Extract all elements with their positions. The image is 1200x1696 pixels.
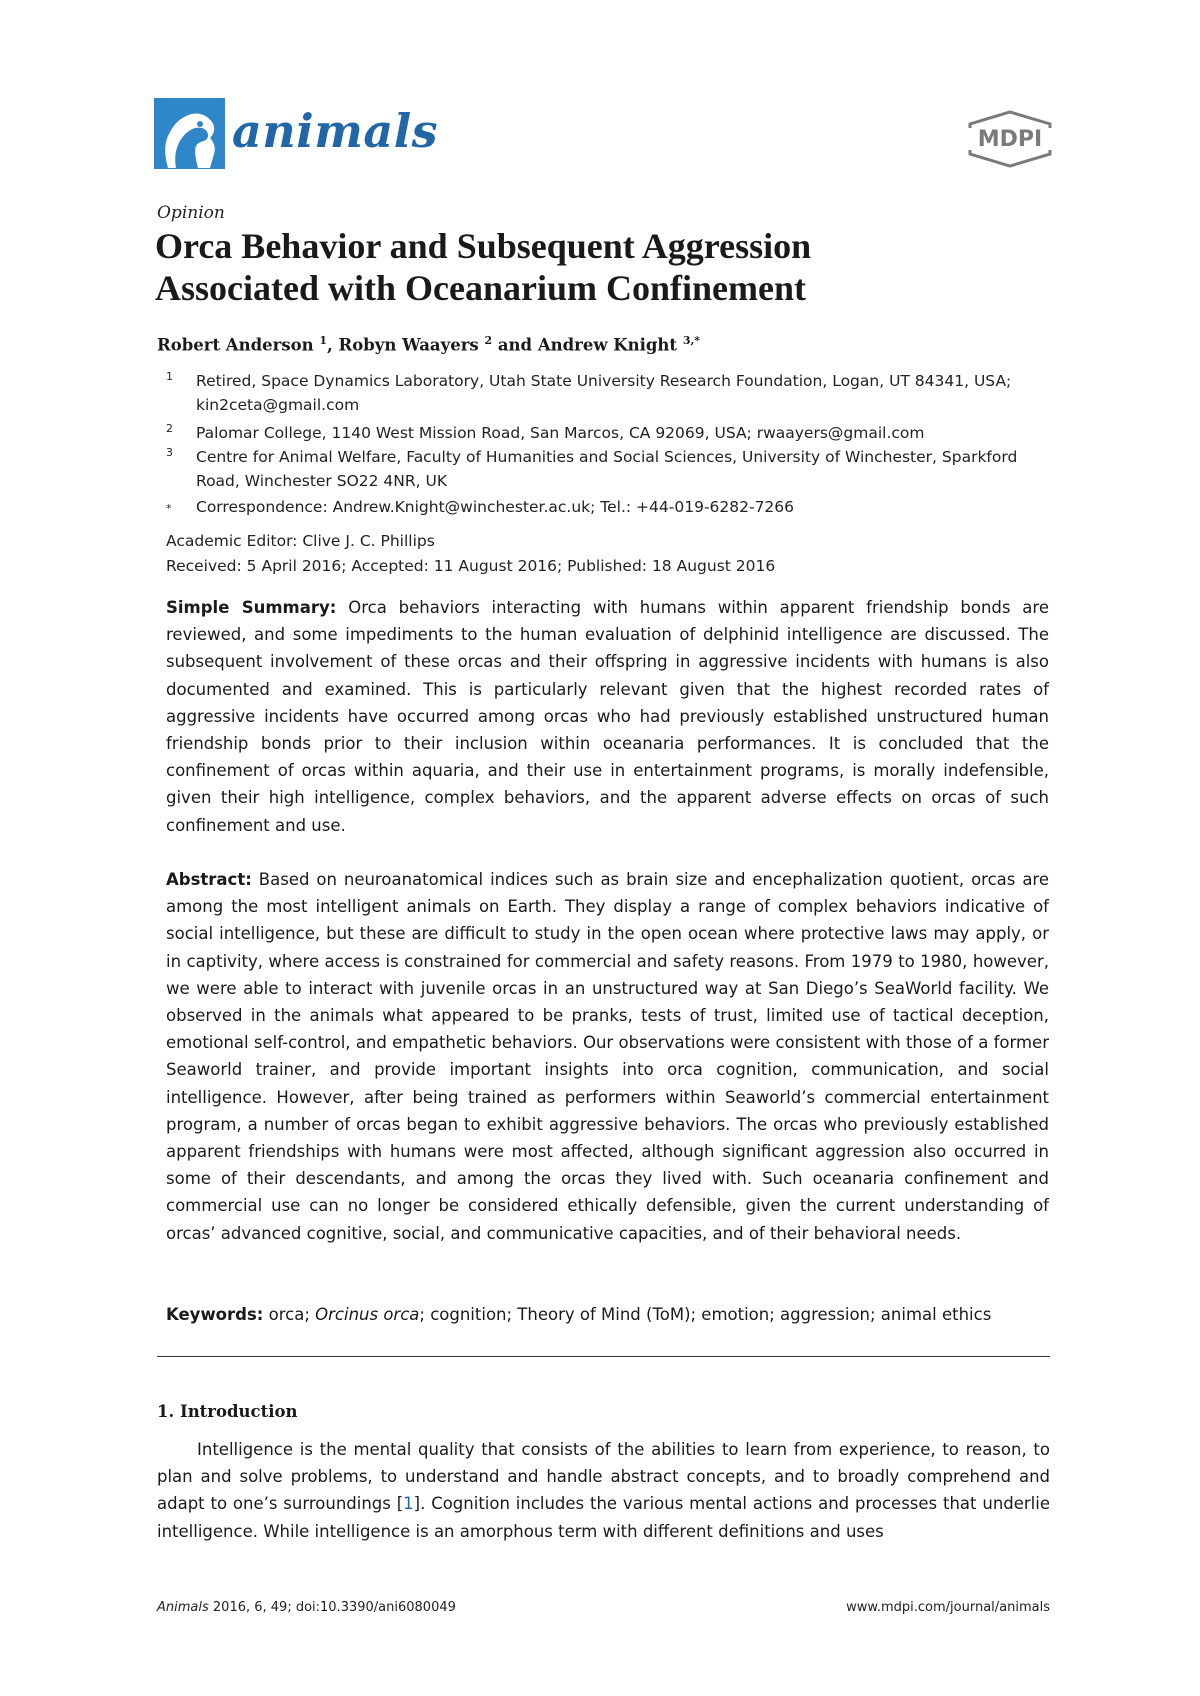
- simple-summary-label: Simple Summary:: [166, 598, 337, 617]
- affiliation-2: 2 Palomar College, 1140 West Mission Road, San Marcos, CA 92069, USA; rwaayers@gmail.com: [166, 422, 925, 442]
- author-affiliation-mark: 1: [319, 334, 328, 347]
- correspondence: * Correspondence: Andrew.Knight@winchester.ac.uk; Tel.: +44-019-6282-7266: [166, 498, 795, 516]
- publication-dates: Received: 5 April 2016; Accepted: 11 August 2016; Published: 18 August 2016: [166, 557, 776, 575]
- author-affiliation-mark: 3,*: [682, 334, 701, 347]
- article-type: Opinion: [157, 203, 225, 223]
- mdpi-logo-text: MDPI: [977, 127, 1043, 152]
- footer-citation: Animals 2016, 6, 49; doi:10.3390/ani6080049: [157, 1600, 456, 1615]
- affiliation-3: 3 Centre for Animal Welfare, Faculty of Humanities and Social Sciences, University of Winchester, Sparkford Road, Winchester SO22 4NR, UK: [166, 446, 1018, 490]
- simple-summary: Simple Summary: Orca behaviors interacting with humans within apparent friendship bonds are reviewed, and some impediments to the human evaluation of delphinid intelligence are discussed. The subsequent involvement of these orcas and their offspring in aggressive incidents with humans is also documented and examined. This is particularly relevant given that the highest recorded rates of aggressive incidents have occurred among orcas who had previously established unstructured human friendship bonds prior to their inclusion within oceanaria performances. It is concluded that the confinement of orcas within aquaria, and their use in entertainment programs, is morally indefensible, given their high intelligence, complex behaviors, and the apparent adverse effects on orcas of such confinement and use.: [166, 598, 1049, 835]
- abstract: Abstract: Based on neuroanatomical indices such as brain size and encephalization quotient, orcas are among the most intelligent animals on Earth. They display a range of complex behaviors indicative of social intelligence, but these are difficult to study in the open ocean where protective laws may apply, or in captivity, where access is constrained for commercial and safety reasons. From 1979 to 1980, however, we were able to interact with juvenile orcas in an unstructured way at San Diego’s SeaWorld facility. We observed in the animals what appeared to be pranks, tests of trust, limited use of tactical deception, emotional self-control, and empathetic behaviors. Our observations were consistent with those of a former Seaworld trainer, and provide important insights into orca cognition, communication, and social intelligence. However, after being trained as performers within Seaworld’s commercial entertainment program, a number of orcas began to exhibit aggressive behaviors. The orcas who previously established apparent friendships with humans were most affected, although significant aggression also occurred in some of their descendants, and among the orcas they lived with. Such oceanaria confinement and commercial use can no longer be considered ethically defensible, given the current understanding of orcas’ advanced cognitive, social, and communicative capacities, and of their behavioral needs.: [166, 870, 1049, 1243]
- section-divider: [157, 1356, 1050, 1357]
- article-title-line-2: Associated with Oceanarium Confinement: [155, 268, 806, 308]
- mdpi-logo: [962, 110, 1058, 168]
- affiliation-1: 1 Retired, Space Dynamics Laboratory, Utah State University Research Foundation, Logan, UT 84341, USA; kin2ceta@gmail.com: [166, 370, 1012, 414]
- journal-logo-icon: [154, 98, 225, 169]
- author-name: Robert Anderson: [157, 335, 314, 355]
- academic-editor: Academic Editor: Clive J. C. Phillips: [166, 532, 435, 550]
- abstract-label: Abstract:: [166, 870, 252, 889]
- keywords: Keywords: orca; Orcinus orca; cognition; Theory of Mind (ToM); emotion; aggression; animal ethics: [166, 1305, 992, 1324]
- section-heading: 1. Introduction: [157, 1402, 298, 1421]
- author-list: Robert Anderson $^1$, Robyn Waayers $^2$ and Andrew Knight $^{3,*}$: [157, 334, 701, 355]
- introduction-paragraph: Intelligence is the mental quality that consists of the abilities to learn from experience, to reason, to plan and solve problems, to understand and handle abstract concepts, and to broadly comprehend and adapt to one’s surroundings [1]. Cognition includes the various mental actions and processes that underlie intelligence. While intelligence is an amorphous term with different definitions and uses: [157, 1440, 1051, 1541]
- citation-link[interactable]: 1: [403, 1494, 414, 1514]
- author-name: Andrew Knight: [537, 335, 678, 355]
- keywords-label: Keywords:: [166, 1305, 264, 1324]
- article-title: [155, 225, 1055, 309]
- author-affiliation-mark: 2: [484, 334, 493, 347]
- author-name: Robyn Waayers: [338, 335, 479, 355]
- footer-url[interactable]: www.mdpi.com/journal/animals: [846, 1600, 1050, 1615]
- journal-name: animals: [232, 104, 439, 158]
- article-title-line-1: Orca Behavior and Subsequent Aggression: [155, 226, 812, 266]
